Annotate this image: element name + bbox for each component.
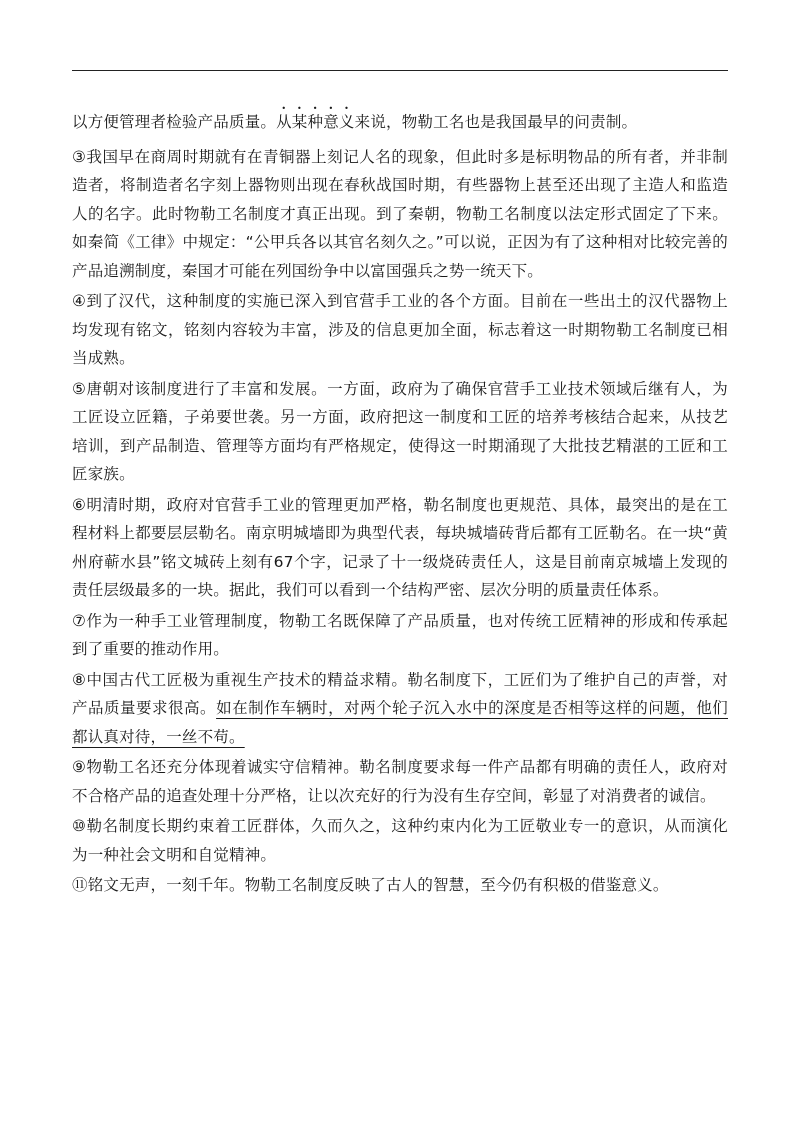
text-run: ⑪铭文无声，一刻千年。物勒工名制度反映了古人的智慧，至今仍有积极的借鉴意义。 xyxy=(72,876,669,894)
text-run: ⑨物勒工名还充分体现着诚实守信精神。勒名制度要求每一件产品都有明确的责任人，政府对不合格产品的追查处理十分严格，让以次充好的行为没有生存空间，彰显了对消费者的诚信。 xyxy=(72,758,728,805)
header-divider xyxy=(72,70,728,71)
paragraph-11 xyxy=(72,871,728,900)
text-run: 以方便管理者检验产品质量。 xyxy=(72,113,277,131)
paragraph-7 xyxy=(72,607,728,664)
text-run: ⑧中国古代工匠极为重视生产技术的精益求精。勒名制度下，工匠们为了维护自己的声誉，对产品质量要求很高。 xyxy=(72,670,728,717)
text-run: ⑦作为一种手工业管理制度，物勒工名既保障了产品质量，也对传统工匠精神的形成和传承起到了重要的推动作用。 xyxy=(72,611,728,658)
paragraph-9 xyxy=(72,753,728,810)
paragraph-3 xyxy=(72,143,728,286)
paragraph-continued xyxy=(72,104,728,137)
paragraph-8 xyxy=(72,666,728,752)
document-page xyxy=(72,0,728,1132)
article-body xyxy=(72,104,728,900)
text-run: ⑩勒名制度长期约束着工匠群体，久而久之，这种约束内化为工匠敬业专一的意识，从而演化为一种社会文明和自觉精神。 xyxy=(72,817,728,864)
text-run: ⑥明清时期，政府对官营手工业的管理更加严格，勒名制度也更规范、具体，最突出的是在工程材料上都要层层勒名。南京明城墙即为典型代表，每块城墙砖背后都有工匠勒名。在一块“黄州府蕲水县”铭文城砖上刻有67个字，记录了十一级烧砖责任人，这是目前南京城墙上发现的责任层级最多的一块。据此，我们可以看到一个结构严密、层次分明的质量责任体系。 xyxy=(72,495,728,599)
paragraph-4 xyxy=(72,287,728,373)
paragraph-6 xyxy=(72,491,728,605)
emphasized-phrase: 从某种意义 xyxy=(276,113,355,131)
paragraph-5 xyxy=(72,375,728,489)
text-run: 来说，物勒工名也是我国最早的问责制。 xyxy=(354,113,638,131)
text-run: ③我国早在商周时期就有在青铜器上刻记人名的现象，但此时多是标明物品的所有者，并非制造者，将制造者名字刻上器物则出现在春秋战国时期，有些器物上甚至还出现了主造人和监造人的名字。此时物勒工名制度才真正出现。到了秦朝，物勒工名制度以法定形式固定了下来。如秦简《工律》中规定：“公甲兵各以其官名刻久之。”可以说，正因为有了这种相对比较完善的产品追溯制度，秦国才可能在列国纷争中以富国强兵之势一统天下。 xyxy=(72,147,728,280)
underlined-sentence: 如在制作车辆时，对两个轮子沉入水中的深度是否相等这样的问题，他们都认真对待，一丝不苟。 xyxy=(72,699,728,746)
text-run: ⑤唐朝对该制度进行了丰富和发展。一方面，政府为了确保官营手工业技术领域后继有人，为工匠设立匠籍，子弟要世袭。另一方面，政府把这一制度和工匠的培养考核结合起来，从技艺培训，到产品制造、管理等方面均有严格规定，使得这一时期涌现了大批技艺精湛的工匠和工匠家族。 xyxy=(72,379,728,483)
paragraph-10 xyxy=(72,812,728,869)
text-run: ④到了汉代，这种制度的实施已深入到官营手工业的各个方面。目前在一些出土的汉代器物上均发现有铭文，铭刻内容较为丰富，涉及的信息更加全面，标志着这一时期物勒工名制度已相当成熟。 xyxy=(72,292,728,367)
